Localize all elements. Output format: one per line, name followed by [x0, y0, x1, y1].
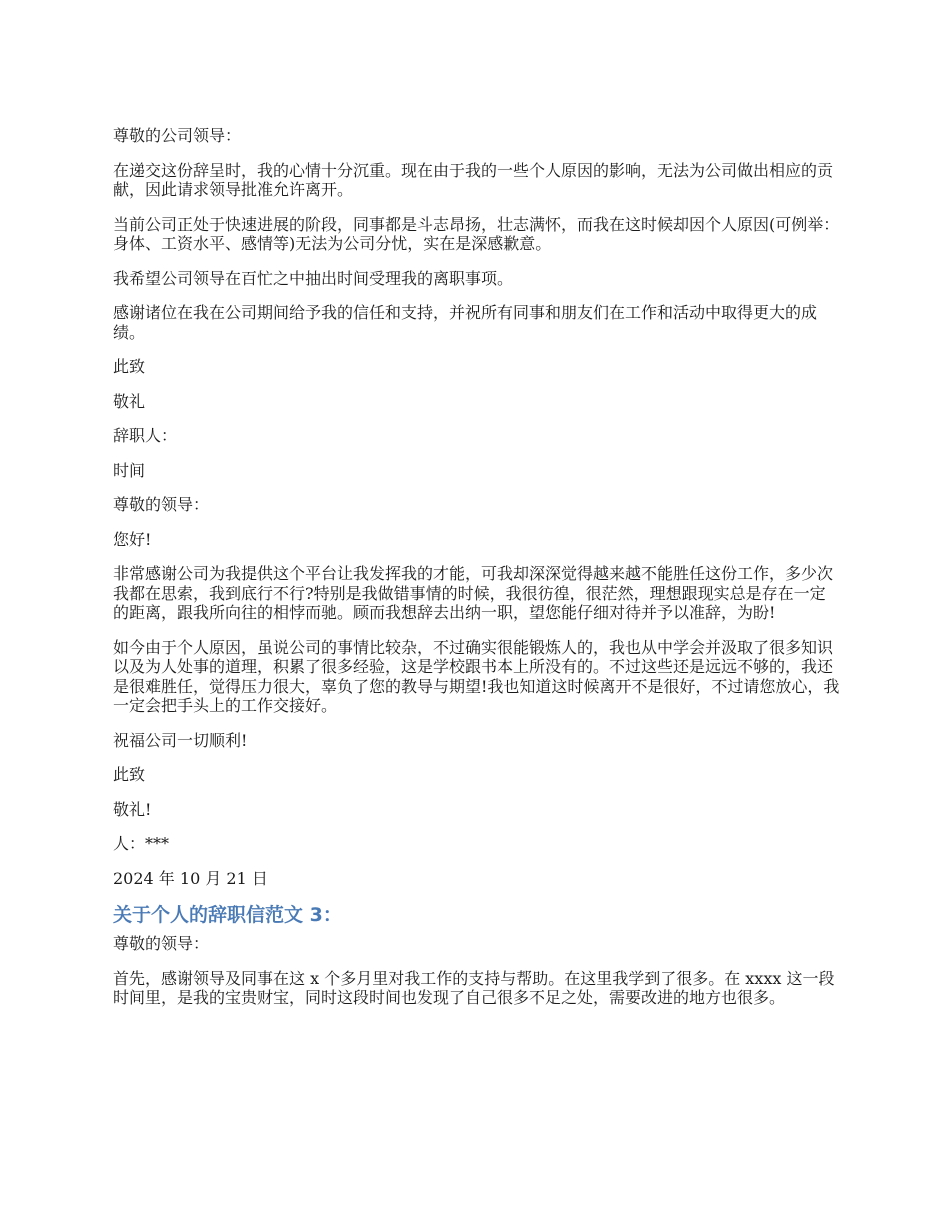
- letter2-closing-2: 敬礼!: [113, 799, 152, 819]
- section3-paragraph-1: 首先，感谢领导及同事在这 x 个多月里对我工作的支持与帮助。在这里我学到了很多。在 xxxx 这一段时间里，是我的宝贵财宝，同时这段时间也发现了自己很多不足之处，需要改进的地方也很多。: [113, 968, 835, 1007]
- letter1-closing-2: 敬礼: [113, 391, 146, 411]
- letter2-salutation: 尊敬的领导：: [113, 495, 210, 514]
- letter2-wish: 祝福公司一切顺利!: [113, 730, 248, 750]
- letter1-paragraph-4: 感谢诸位在我在公司期间给予我的信任和支持，并祝所有同事和朋友们在工作和活动中取得更大的成绩。: [113, 303, 818, 342]
- letter2-paragraph-2: 如今由于个人原因，虽说公司的事情比较杂，不过确实很能锻炼人的，我也从中学会并汲取了很多知识以及为人处事的道理，积累了很多经验，这是学校跟书本上所没有的。不过这些还是远远不够的，我还是很难胜任，觉得压力很大，辜负了您的教导与期望!我也知道这时候离开不是很好，不过请您放心，我一定会把手头上的工作交接好。: [113, 637, 840, 715]
- letter1-paragraph-3: 我希望公司领导在百忙之中抽出时间受理我的离职事项。: [113, 268, 514, 288]
- letter1-signer: 辞职人：: [113, 426, 178, 445]
- document-body: [113, 126, 841, 1023]
- letter1-salutation: 尊敬的公司领导：: [113, 126, 242, 145]
- letter1-closing-1: 此致: [113, 357, 146, 376]
- letter2-signer: 人：***: [113, 834, 170, 853]
- letter1-paragraph-2: 当前公司正处于快速进展的阶段，同事都是斗志昂扬，壮志满怀，而我在这时候却因个人原因(可例举：身体、工资水平、感情等)无法为公司分忧，实在是深感歉意。: [113, 214, 840, 253]
- letter1-date: 时间: [113, 460, 146, 480]
- letter2-greeting: 您好!: [113, 529, 152, 549]
- letter2-paragraph-1: 非常感谢公司为我提供这个平台让我发挥我的才能，可我却深深觉得越来越不能胜任这份工作，多少次我都在思索，我到底行不行?特别是我做错事情的时候，我很彷徨，很茫然，理想跟现实总是存在一定的距离，跟我所向往的相悖而驰。顾而我想辞去出纳一职，望您能仔细对待并予以准辞，为盼!: [113, 564, 834, 622]
- letter2-closing-1: 此致: [113, 765, 146, 784]
- letter2-date: 2024 年 10 月 21 日: [113, 868, 268, 888]
- section3-heading: 关于个人的辞职信范文 3：: [113, 904, 342, 926]
- letter1-paragraph-1: 在递交这份辞呈时，我的心情十分沉重。现在由于我的一些个人原因的影响，无法为公司做出相应的贡献，因此请求领导批准允许离开。: [113, 160, 834, 199]
- section3-salutation: 尊敬的领导：: [113, 934, 210, 953]
